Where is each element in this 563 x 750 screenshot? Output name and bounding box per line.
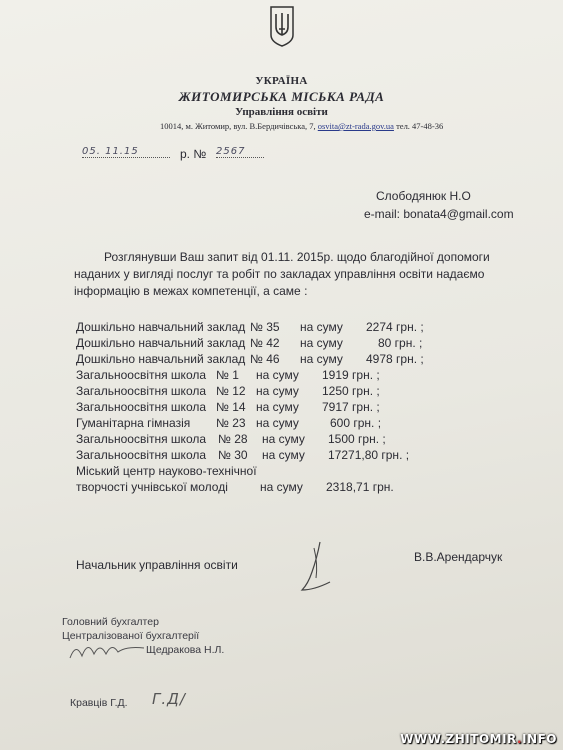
body-line-2: наданих у вигляді послуг та робіт по закладах управління освіти надаємо	[74, 267, 485, 281]
list-item: Гуманітарна гімназія № 23 на суму 600 грн. ;	[76, 416, 382, 430]
list-item: Загальноосвітня школа № 1 на суму 1919 грн. ;	[76, 368, 380, 382]
trident-emblem-icon	[268, 5, 296, 47]
list-item: Дошкільно навчальний заклад № 42 на суму 80 грн. ;	[76, 336, 423, 350]
last-item-line-1: Міський центр науково-технічної	[76, 464, 257, 478]
address-suffix: тел. 47-48-36	[393, 121, 444, 131]
list-item: Дошкільно навчальний заклад № 46 на суму 4978 грн. ;	[76, 352, 424, 366]
header-department: Управління освіти	[235, 106, 328, 118]
address-prefix: 10014, м. Житомир, вул. В.Бердичівська, 7,	[160, 121, 318, 131]
body-line-1: Розглянувши Ваш запит від 01.11. 2015р. щодо благодійної допомоги	[104, 250, 490, 264]
preparer-name: Кравців Г.Д.	[70, 697, 128, 709]
list-item: Загальноосвітня школа № 30 на суму 17271,80 грн. ;	[76, 448, 410, 462]
accountant-signature	[66, 636, 150, 664]
department-email-link[interactable]: osvita@zt-rada.gov.ua	[317, 121, 394, 131]
list-item: Дошкільно навчальний заклад № 35 на суму 2274 грн. ;	[76, 320, 424, 334]
header-council: ЖИТОМИРСЬКА МІСЬКА РАДА	[178, 89, 385, 104]
letter-number-label: р. №	[180, 147, 207, 161]
letter-number: 2567	[216, 146, 264, 158]
signatory-title: Начальник управління освіти	[76, 558, 238, 572]
header-address	[160, 121, 443, 131]
body-line-3: інформацію в межах компетенції, а саме :	[74, 284, 308, 298]
accountant-title-2: Централізованої бухгалтерії	[62, 630, 200, 642]
accountant-title-1: Головний бухгалтер	[62, 616, 159, 628]
accountant-name: Щедракова Н.Л.	[146, 644, 225, 656]
list-item: Загальноосвітня школа № 28 на суму 1500 грн. ;	[76, 432, 386, 446]
director-signature	[290, 538, 340, 600]
site-watermark: WWW.ZHITOMIR.INFO	[400, 732, 557, 746]
recipient-email: e-mail: bonata4@gmail.com	[364, 207, 514, 221]
letter-date: 05. 11.15	[82, 146, 170, 158]
list-item: Загальноосвітня школа № 12 на суму 1250 грн. ;	[76, 384, 380, 398]
preparer-mark: Г.Д/	[152, 690, 186, 708]
signatory-name: В.В.Арендарчук	[414, 550, 503, 564]
last-item-line-2: творчості учнівської молоді на суму 2318,71 грн.	[76, 480, 394, 494]
header-country: УКРАЇНА	[255, 75, 308, 87]
list-item: Загальноосвітня школа № 14 на суму 7917 грн. ;	[76, 400, 380, 414]
recipient-name: Слободянюк Н.О	[376, 189, 471, 203]
